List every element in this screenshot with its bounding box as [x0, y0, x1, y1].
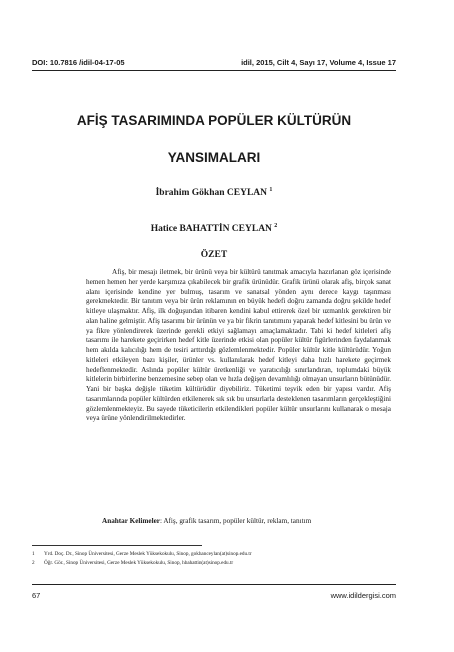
header-rule: [32, 70, 396, 71]
abstract-body: Afiş, bir mesajı iletmek, bir ürünü veya bir kültürü tanıtmak amacıyla hazırlanan göz içerisinde hemen hemen her yerde karşımıza çıkabilecek bir grafik ürünüdür. Grafik ürünü olarak afiş, birçok sanat alanı içerisinde kendine yer bulmuş, tasarım ve sanatsal yönden aynı derece kaygı taşınması gerekmektedir. Bir tanıtım veya bir ürün reklamının en büyük hedefi doğru zamanda doğru şekilde hedef kitleye ulaşmaktır. Afiş, ilk doğuşundan itibaren kendini kabul ettirerek özel bir uzmanlık gerektiren bir alan haline gelmiştir. Afiş tasarımı bir ürünün ve ya bir fikrin tanıtımını yaparak hedef kitlesini bu ürün ve ya fikre yönlendirerek üzerinde gerekli etkiyi sağlamayı amaçlamaktadır. Tabi ki hedef kitleleri afiş tasarımı ile harekete geçirirken hedef kitle üzerinde etkisi olan popüler kültür figürlerinden faydalanmak hem akılda kalıcılığı hem de tesiri arttırdığı gözlemlenmektedir. Popüler kültür kitle kültürüdür. Yoğun kitleleri etkileyen bazı kişiler, ürünler vs. kullanılarak hedef kitleyi daha hızlı harekete geçirmek hedeflenmektedir. Aslında popüler kültür üretkenliği ve yaratıcılığı sınırlandıran, toplumdaki büyük kitlelerin birbirlerine benzemesine sebep olan ve hızla değişen devamlılığı olmayan unsurların bütünüdür. Yani bir başka değişle tüketim kültürüdür diyebiliriz. Tüketimi teşvik eden bir yapısı vardır. Afiş tasarımlarında popüler kültürden etkilenerek sık sık bu unsurlarla desteklenen tasarımların gerçekleştiğini gözlemlenmekteyiz. Bu sayede tüketicilerin etkilendikleri popüler kültür unsurlarını kullanarak o mesaja veya ürüne yönlendirilmektedirler.: [86, 268, 391, 423]
footnotes: [32, 550, 396, 568]
keywords-text: : Afiş, grafik tasarım, popüler kültür, reklam, tanıtım: [159, 517, 312, 525]
author-name: İbrahim Gökhan CEYLAN: [155, 188, 267, 198]
citation-text: idil, 2015, Cilt 4, Sayı 17, Volume 4, Issue 17: [241, 58, 396, 67]
footnote-rule: [32, 545, 202, 546]
footnote-mark: 2: [274, 222, 278, 229]
footnote-number: 1: [32, 551, 35, 557]
page-number: 67: [32, 591, 41, 600]
footnote-text: Öğr. Gör., Sinop Üniversitesi, Gerze Meslek Yüksekokulu, Sinop, hbahattin(at)sinop.edu.tr: [44, 560, 234, 566]
footer-rule: [32, 584, 396, 585]
keywords-label: Anahtar Kelimeler: [102, 517, 160, 525]
doi-text[interactable]: DOI: 10.7816 /idil-04-17-05: [32, 58, 125, 67]
author-name: Hatice BAHATTİN CEYLAN: [150, 224, 272, 234]
author-1: [32, 188, 396, 198]
footnote-item: [32, 559, 396, 568]
footnote-item: [32, 550, 396, 559]
footnote-mark: 1: [269, 186, 273, 193]
page-header: [32, 58, 396, 67]
footnote-number: 2: [32, 560, 35, 566]
author-2: [32, 224, 396, 234]
page-footer: [32, 591, 396, 600]
abstract-heading: ÖZET: [200, 250, 228, 260]
article-title-line2: YANSIMALARI: [167, 150, 261, 165]
footnote-text: Yrd. Doç. Dr., Sinop Üniversitesi, Gerze Meslek Yüksekokulu, Sinop, gokhanceylan(at)sinop.edu.tr: [44, 551, 252, 557]
article-title-line1: AFİŞ TASARIMINDA POPÜLER KÜLTÜRÜN: [76, 113, 352, 128]
keywords-line: [86, 517, 391, 527]
website-link[interactable]: www.idildergisi.com: [330, 591, 396, 600]
